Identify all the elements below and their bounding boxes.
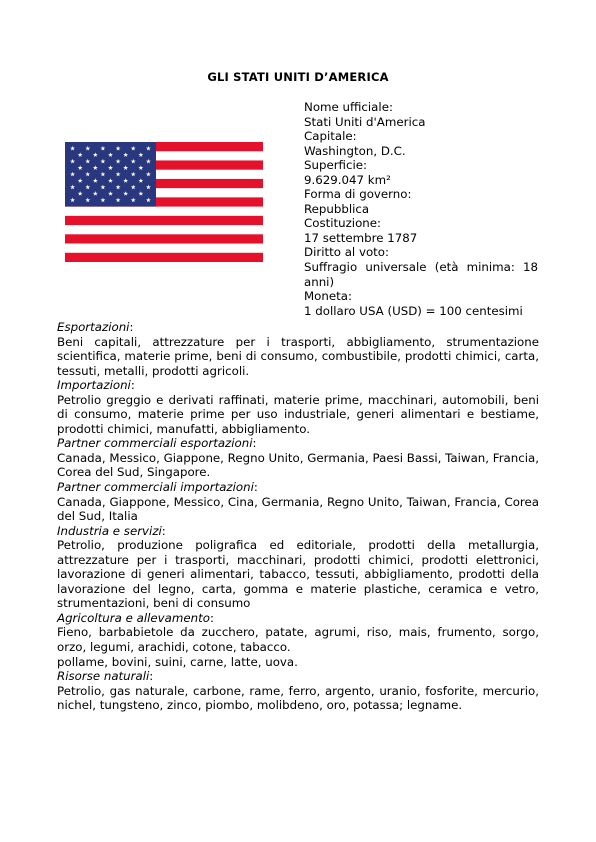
currency-value: 1 dollaro USA (USD) = 100 centesimi bbox=[304, 303, 523, 318]
area-label: Superficie: bbox=[304, 158, 367, 173]
page-title: GLI STATI UNITI D’AMERICA bbox=[207, 70, 389, 84]
government-value: Repubblica bbox=[304, 201, 370, 216]
flag-stripe bbox=[65, 234, 263, 244]
export-partners-heading: Partner commerciali esportazioni: bbox=[57, 436, 257, 451]
constitution-label: Costituzione: bbox=[304, 216, 382, 231]
resources-heading: Risorse naturali: bbox=[57, 669, 154, 684]
export-partners-text: Canada, Messico, Giappone, Regno Unito, Germania, Paesi Bassi, Taiwan, Francia, Corea del Sud, Singapore. bbox=[57, 450, 539, 480]
flag-canton bbox=[65, 142, 156, 207]
import-partners-heading: Partner commerciali importazioni: bbox=[57, 480, 258, 495]
vote-value: Suffragio universale (età minima: 18 anni) bbox=[304, 260, 538, 289]
import-partners-text: Canada, Giappone, Messico, Cina, Germania, Regno Unito, Taiwan, Francia, Corea del Sud, Italia bbox=[57, 494, 539, 524]
area-value: 9.629.047 km² bbox=[304, 172, 391, 187]
country-facts bbox=[304, 100, 538, 318]
flag-stripe bbox=[65, 244, 263, 254]
imports-heading: Importazioni: bbox=[57, 378, 135, 393]
country-details bbox=[57, 320, 539, 713]
capital-value: Washington, D.C. bbox=[304, 143, 406, 158]
flag-stripe bbox=[65, 216, 263, 226]
capital-label: Capitale: bbox=[304, 129, 357, 144]
industry-text: Petrolio, produzione poligrafica ed editoriale, prodotti della metallurgia, attrezzature per i trasporti, macchinari, prodotti chimici, prodotti elettronici, lavorazione di generi alimentari, tabacco, tessuti, abbigliamento, prodotti della lavorazione del legno, carta, gomma e materie plastiche, ceramica e vetro, strumentazioni, beni di consumo bbox=[57, 538, 539, 611]
exports-text: Beni capitali, attrezzature per i trasporti, abbigliamento, strumentazione scientifica, materie prime, beni di consumo, combustibile, prodotti chimici, carta, tessuti, metalli, prodotti agricoli. bbox=[57, 334, 539, 378]
flag-stripe bbox=[65, 253, 263, 262]
vote-label: Diritto al voto: bbox=[304, 245, 389, 260]
official-name-label: Nome ufficiale: bbox=[304, 100, 393, 114]
government-label: Forma di governo: bbox=[304, 187, 412, 202]
imports-text: Petrolio greggio e derivati raffinati, materie prime, macchinari, automobili, beni di consumo, materie prime per uso industriale, generi alimentari e bestiame, prodotti chimici, manufatti, abbigliamento. bbox=[57, 392, 539, 436]
flag-stripe bbox=[65, 225, 263, 235]
resources-text: Petrolio, gas naturale, carbone, rame, ferro, argento, uranio, fosforite, mercurio, nichel, tungsteno, zinco, piombo, molibdeno, oro, potassa; legname. bbox=[57, 683, 539, 713]
industry-heading: Industria e servizi: bbox=[57, 523, 166, 538]
usa-flag-image bbox=[65, 142, 263, 262]
official-name-value: Stati Uniti d'America bbox=[304, 114, 426, 129]
exports-heading: Esportazioni: bbox=[57, 320, 134, 334]
agriculture-text: Fieno, barbabietole da zucchero, patate, agrumi, riso, mais, frumento, sorgo, orzo, legumi, arachidi, cotone, tabacco. bbox=[57, 625, 539, 655]
constitution-value: 17 settembre 1787 bbox=[304, 230, 418, 245]
agriculture-heading: Agricoltura e allevamento: bbox=[57, 610, 214, 625]
livestock-text: pollame, bovini, suini, carne, latte, uova. bbox=[57, 654, 298, 669]
currency-label: Moneta: bbox=[304, 289, 352, 304]
flag-stripe bbox=[65, 207, 263, 217]
